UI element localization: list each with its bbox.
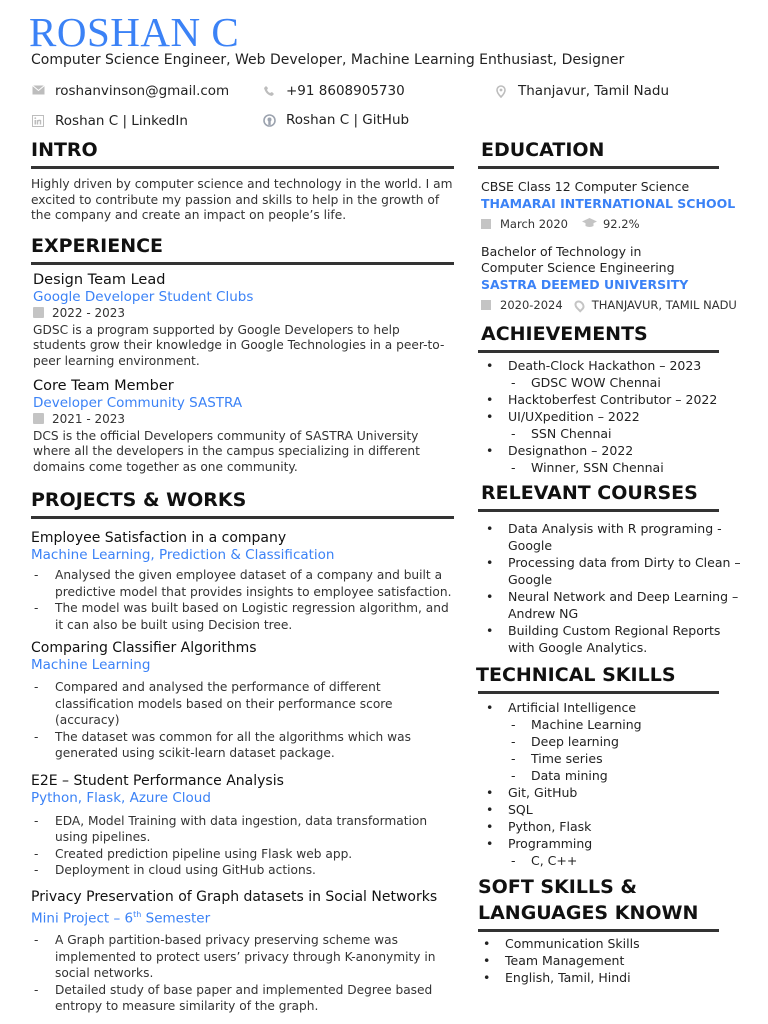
edu-course: Bachelor of Technology in <box>481 244 642 259</box>
soft-skills-list <box>478 935 744 986</box>
project-name: Comparing Classifier Algorithms <box>31 640 257 657</box>
skill-sub <box>508 852 744 869</box>
section-title-achievements: ACHIEVEMENTS <box>481 323 648 345</box>
skill-sub-item: - C, C++ <box>508 852 744 869</box>
skill-sub-item: - Deep learning <box>508 733 744 750</box>
achievement-sub <box>508 425 744 442</box>
achievement-text: Death-Clock Hackathon – 2023 <box>508 358 702 373</box>
skill-text: Python, Flask <box>508 819 592 834</box>
job-dates <box>33 411 454 427</box>
education-section <box>478 137 744 313</box>
section-divider <box>478 350 719 353</box>
section-title-education: EDUCATION <box>481 139 605 161</box>
tagline: Computer Science Engineer, Web Developer, Machine Learning Enthusiast, Designer <box>31 52 625 68</box>
project-name: Employee Satisfaction in a company <box>31 530 287 547</box>
section-divider <box>478 166 719 169</box>
achievements-list <box>481 357 744 476</box>
section-title-courses: RELEVANT COURSES <box>481 482 698 504</box>
job-org: Google Developer Student Clubs <box>33 288 254 305</box>
project-tags: Python, Flask, Azure Cloud <box>31 789 211 806</box>
edu-date: 2020-2024 <box>500 298 563 312</box>
project-tags: Machine Learning <box>31 657 151 674</box>
project-point: - Deployment in cloud using GitHub actions. <box>31 862 454 879</box>
job-role: Design Team Lead <box>33 271 166 288</box>
section-divider <box>478 691 719 694</box>
job-dates-text: 2022 - 2023 <box>52 305 126 320</box>
section-divider <box>31 262 454 265</box>
project-name: E2E – Student Performance Analysis <box>31 772 284 789</box>
project-points <box>31 679 454 762</box>
section-title-experience: EXPERIENCE <box>31 234 164 257</box>
soft-skills-section <box>478 874 744 986</box>
left-column <box>31 137 454 1015</box>
skill-sub-item: - Machine Learning <box>508 716 744 733</box>
soft-skill-item: • Team Management <box>478 952 744 969</box>
intro-text: Highly driven by computer science and technology in the world. I am excited to contribute my passion and skills to help in the growth of the company and create an impact on people’s life. <box>31 177 453 223</box>
courses-list <box>481 520 744 656</box>
edu-school: SASTRA DEEMED UNIVERSITY <box>481 277 689 292</box>
calendar-icon <box>481 219 491 229</box>
skill-sub-item: - Data mining <box>508 767 744 784</box>
education-item <box>481 244 744 313</box>
map-pin-icon <box>494 85 508 97</box>
job-role: Core Team Member <box>33 377 174 394</box>
edu-place: THANJAVUR, TAMIL NADU <box>591 298 737 312</box>
phone-text: +91 8608905730 <box>286 83 405 99</box>
graduation-cap-icon <box>582 216 597 232</box>
project-point: - The dataset was common for all the algorithms which was generated using scikit-learn dataset package. <box>31 729 454 762</box>
project-item <box>31 529 454 633</box>
project-point: - Created prediction pipeline using Flask web app. <box>31 846 454 863</box>
achievement-text: UI/UXpedition – 2022 <box>508 409 640 424</box>
achievement-item <box>481 442 744 476</box>
map-pin-icon <box>572 298 586 312</box>
location-text: Thanjavur, Tamil Nadu <box>518 83 670 99</box>
course-item: • Building Custom Regional Reports with Google Analytics. <box>481 622 744 656</box>
project-tags-prefix: Mini Project – 6 <box>31 910 134 927</box>
project-points <box>31 567 454 633</box>
skill-text: SQL <box>508 802 533 817</box>
achievement-text: Designathon – 2022 <box>508 443 634 458</box>
project-points <box>31 813 454 879</box>
project-tags <box>31 906 454 928</box>
edu-course: Computer Science Engineering <box>481 260 675 275</box>
skill-item <box>481 818 744 835</box>
email-text: roshanvinson@gmail.com <box>55 83 230 99</box>
achievement-text: Hacktoberfest Contributor – 2022 <box>508 392 718 407</box>
education-item <box>481 179 744 232</box>
project-tags-sup: th <box>133 909 142 919</box>
contact-location <box>494 83 669 99</box>
course-item: • Neural Network and Deep Learning – Andrew NG <box>481 588 744 622</box>
calendar-icon <box>481 300 491 310</box>
edu-score: 92.2% <box>602 217 640 231</box>
skill-sub <box>508 716 744 784</box>
contact-phone[interactable] <box>262 83 405 99</box>
section-divider <box>31 516 454 519</box>
project-item <box>31 772 454 879</box>
edu-date: March 2020 <box>500 217 568 231</box>
github-icon <box>262 114 276 126</box>
contact-linkedin[interactable] <box>31 113 188 129</box>
project-point: - EDA, Model Training with data ingestion, data transformation using pipelines. <box>31 813 454 846</box>
projects-section <box>31 487 454 1015</box>
section-title-skills: TECHNICAL SKILLS <box>476 664 676 686</box>
experience-section <box>31 233 454 476</box>
job-org: Developer Community SASTRA <box>33 394 243 411</box>
course-item: • Processing data from Dirty to Clean – Google <box>481 554 744 588</box>
soft-skill-item: • Communication Skills <box>478 935 744 952</box>
linkedin-icon <box>31 115 45 127</box>
project-point: - Detailed study of base paper and implemented Degree based entropy to measure similarity of the graph. <box>31 982 454 1015</box>
intro-section <box>31 137 454 224</box>
achievement-sub-item: - GDSC WOW Chennai <box>508 374 744 391</box>
skill-item <box>481 801 744 818</box>
section-title-intro: INTRO <box>31 139 98 161</box>
course-item: • Data Analysis with R programing - Google <box>481 520 744 554</box>
skill-text: Artificial Intelligence <box>508 700 637 715</box>
skill-item <box>481 699 744 784</box>
section-divider <box>478 929 719 932</box>
achievement-item <box>481 408 744 442</box>
project-points <box>31 932 454 1015</box>
project-tags: Machine Learning, Prediction & Classification <box>31 547 335 564</box>
job-desc: GDSC is a program supported by Google Developers to help students grow their knowledge in Google Technologies in a peer-to-peer learning environment. <box>33 322 445 368</box>
skill-text: Git, GitHub <box>508 785 578 800</box>
skill-sub-item: - Time series <box>508 750 744 767</box>
section-divider <box>478 509 719 512</box>
skill-text: Programming <box>508 836 593 851</box>
mail-icon <box>31 85 45 97</box>
job-desc: DCS is the official Developers community of SASTRA University where all the developers in the campus specializing in different domains come together as one community. <box>33 428 420 474</box>
experience-item <box>31 377 454 476</box>
edu-meta <box>481 216 744 232</box>
experience-item <box>31 271 454 370</box>
project-point: - A Graph partition-based privacy preserving scheme was implemented to protect users’ privacy through K-anonymity in social networks. <box>31 932 454 982</box>
achievement-item <box>481 357 744 391</box>
phone-icon <box>262 85 276 97</box>
section-title-languages: LANGUAGES KNOWN <box>478 902 699 924</box>
candidate-name: ROSHAN C <box>29 9 240 55</box>
achievement-sub-item: - Winner, SSN Chennai <box>508 459 744 476</box>
achievement-sub <box>508 374 744 391</box>
courses-section <box>478 480 744 656</box>
job-dates <box>33 305 454 321</box>
project-point: - The model was built based on Logistic regression algorithm, and it can also be built using Decision tree. <box>31 600 454 633</box>
soft-skill-item: • English, Tamil, Hindi <box>478 969 744 986</box>
edu-school: THAMARAI INTERNATIONAL SCHOOL <box>481 196 736 211</box>
project-name: Privacy Preservation of Graph datasets in Social Networks <box>31 888 438 905</box>
achievement-item <box>481 391 744 408</box>
contact-email[interactable] <box>31 83 229 99</box>
skill-item <box>481 784 744 801</box>
edu-meta <box>481 297 744 313</box>
section-title-soft-skills: SOFT SKILLS & <box>478 876 637 898</box>
job-dates-text: 2021 - 2023 <box>52 411 126 426</box>
project-point: - Compared and analysed the performance of different classification models based on their performance score (accuracy) <box>31 679 454 729</box>
edu-course: CBSE Class 12 Computer Science <box>481 179 690 194</box>
project-item <box>31 888 454 1015</box>
github-text: Roshan C | GitHub <box>286 112 410 128</box>
achievement-sub <box>508 459 744 476</box>
right-column <box>478 137 744 986</box>
achievements-section <box>478 321 744 476</box>
calendar-icon <box>33 307 44 318</box>
skills-section <box>478 662 744 869</box>
project-item <box>31 639 454 762</box>
section-title-projects: PROJECTS & WORKS <box>31 489 247 512</box>
contact-github[interactable] <box>262 112 409 128</box>
project-tags-suffix: Semester <box>141 910 211 927</box>
skills-list <box>478 699 744 869</box>
calendar-icon <box>33 413 44 424</box>
project-point: - Analysed the given employee dataset of a company and built a predictive model that provides insights to employee satisfaction. <box>31 567 454 600</box>
achievement-sub-item: - SSN Chennai <box>508 425 744 442</box>
skill-item <box>481 835 744 869</box>
section-divider <box>31 166 454 169</box>
linkedin-text: Roshan C | LinkedIn <box>55 113 188 129</box>
